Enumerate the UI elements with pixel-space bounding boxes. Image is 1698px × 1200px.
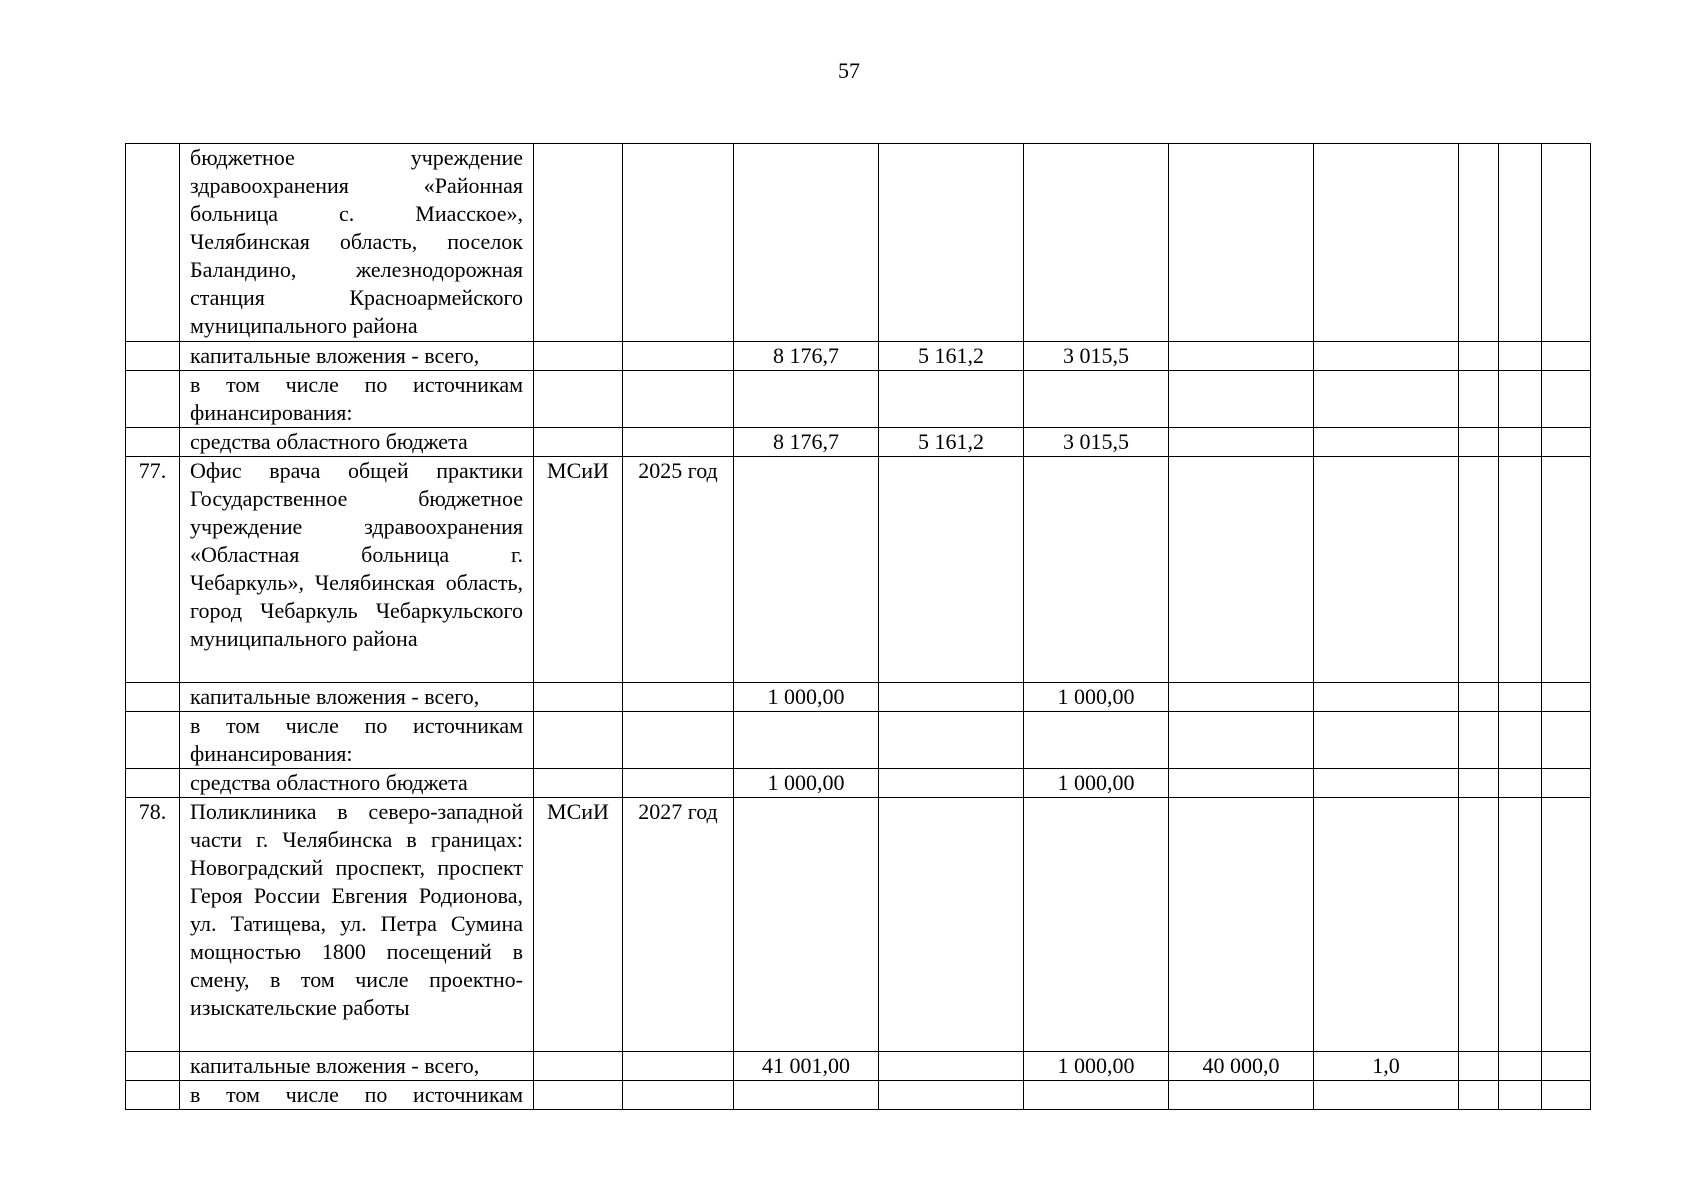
table-row [126,428,1591,457]
value-col-2: 5 161,2 [879,428,1024,457]
value-col-4 [1169,428,1314,457]
value-col-4: 40 000,0 [1169,1052,1314,1081]
object-name: Офис врача общей практики Государственное бюджетное учреждение здравоохранения «Областная больница г. Чебаркуль», Челябинская область, город Чебаркуль Чебаркульского муниципального района [180,457,534,683]
value-col-7 [1499,1052,1542,1081]
value-col-6 [1459,457,1499,683]
value-col-6 [1459,1052,1499,1081]
table-row [126,769,1591,798]
value-col-4 [1169,1081,1314,1110]
value-col-3: 1 000,00 [1024,769,1169,798]
value-col-3 [1024,712,1169,769]
value-col-7 [1499,683,1542,712]
row-number [126,371,180,428]
value-col-3 [1024,371,1169,428]
row-number [126,769,180,798]
row-number [126,1052,180,1081]
value-col-3 [1024,1081,1169,1110]
page-number: 57 [838,58,860,83]
value-col-3: 3 015,5 [1024,428,1169,457]
value-col-5 [1314,798,1459,1052]
value-col-6 [1459,342,1499,371]
value-col-2 [879,1081,1024,1110]
value-total: 41 001,00 [734,1052,879,1081]
object-name: в том числе по источникам финансирования: [180,712,534,769]
customer-cell [534,371,623,428]
value-col-4 [1169,769,1314,798]
value-col-5 [1314,1081,1459,1110]
table-row [126,457,1591,683]
row-number [126,1081,180,1110]
customer-cell [534,769,623,798]
value-col-4 [1169,712,1314,769]
value-col-8 [1542,1081,1591,1110]
value-col-5 [1314,683,1459,712]
year-cell: 2025 год [623,457,734,683]
value-col-6 [1459,371,1499,428]
value-col-8 [1542,428,1591,457]
year-cell: 2027 год [623,798,734,1052]
customer-cell [534,1052,623,1081]
value-col-4 [1169,683,1314,712]
value-total: 1 000,00 [734,683,879,712]
value-total [734,1081,879,1110]
value-col-4 [1169,457,1314,683]
year-cell [623,769,734,798]
value-col-4 [1169,371,1314,428]
value-col-4 [1169,342,1314,371]
customer-cell [534,144,623,342]
value-col-6 [1459,1081,1499,1110]
value-col-7 [1499,769,1542,798]
value-col-3 [1024,457,1169,683]
table-row [126,342,1591,371]
value-total [734,798,879,1052]
table-row [126,798,1591,1052]
value-col-3: 3 015,5 [1024,342,1169,371]
value-total [734,712,879,769]
value-col-5 [1314,428,1459,457]
value-col-7 [1499,371,1542,428]
value-col-4 [1169,798,1314,1052]
value-col-5: 1,0 [1314,1052,1459,1081]
value-col-2 [879,712,1024,769]
row-number: 77. [126,457,180,683]
value-total: 1 000,00 [734,769,879,798]
table-row [126,1052,1591,1081]
value-col-8 [1542,457,1591,683]
customer-cell: МСиИ [534,798,623,1052]
object-name: капитальные вложения - всего, [180,683,534,712]
value-col-8 [1542,342,1591,371]
value-col-7 [1499,457,1542,683]
value-col-5 [1314,144,1459,342]
value-col-3 [1024,798,1169,1052]
object-name: в том числе по источникам [180,1081,534,1110]
value-col-8 [1542,371,1591,428]
value-col-5 [1314,712,1459,769]
object-name: Поликлиника в северо-западной части г. Челябинска в границах: Новоградский проспект, проспект Героя России Евгения Родионова, ул. Татищева, ул. Петра Сумина мощностью 1800 посещений в смену, в том числе проектно-изыскательские работы [180,798,534,1052]
value-col-8 [1542,1052,1591,1081]
value-col-8 [1542,712,1591,769]
year-cell [623,1081,734,1110]
value-col-2 [879,683,1024,712]
value-col-8 [1542,798,1591,1052]
year-cell [623,1052,734,1081]
value-col-3: 1 000,00 [1024,683,1169,712]
row-number [126,683,180,712]
value-col-7 [1499,712,1542,769]
value-col-7 [1499,144,1542,342]
value-col-2 [879,798,1024,1052]
object-name: бюджетное учреждение здравоохранения «Районная больница с. Миасское», Челябинская область, поселок Баландино, железнодорожная станция Красноармейского муниципального района [180,144,534,342]
value-total [734,457,879,683]
table-row [126,371,1591,428]
value-col-7 [1499,428,1542,457]
value-col-3 [1024,144,1169,342]
value-col-2: 5 161,2 [879,342,1024,371]
customer-cell [534,712,623,769]
value-col-6 [1459,798,1499,1052]
value-col-5 [1314,342,1459,371]
value-col-6 [1459,769,1499,798]
value-col-2 [879,144,1024,342]
value-col-2 [879,769,1024,798]
customer-cell: МСиИ [534,457,623,683]
row-number [126,144,180,342]
object-name: в том числе по источникам финансирования: [180,371,534,428]
value-col-5 [1314,457,1459,683]
row-number [126,342,180,371]
value-col-4 [1169,144,1314,342]
table-row [126,683,1591,712]
row-number [126,712,180,769]
object-name: капитальные вложения - всего, [180,1052,534,1081]
value-total: 8 176,7 [734,342,879,371]
customer-cell [534,342,623,371]
value-col-6 [1459,428,1499,457]
year-cell [623,683,734,712]
object-name: средства областного бюджета [180,428,534,457]
object-name: капитальные вложения - всего, [180,342,534,371]
value-col-7 [1499,342,1542,371]
value-col-5 [1314,769,1459,798]
row-number [126,428,180,457]
object-name: средства областного бюджета [180,769,534,798]
year-cell [623,371,734,428]
value-col-8 [1542,144,1591,342]
value-col-8 [1542,769,1591,798]
value-col-8 [1542,683,1591,712]
value-col-6 [1459,144,1499,342]
customer-cell [534,428,623,457]
value-col-2 [879,457,1024,683]
customer-cell [534,683,623,712]
value-col-6 [1459,712,1499,769]
value-col-6 [1459,683,1499,712]
table-row [126,712,1591,769]
row-number: 78. [126,798,180,1052]
value-col-7 [1499,1081,1542,1110]
table-row [126,144,1591,342]
value-col-2 [879,1052,1024,1081]
value-total: 8 176,7 [734,428,879,457]
customer-cell [534,1081,623,1110]
value-total [734,371,879,428]
value-total [734,144,879,342]
value-col-2 [879,371,1024,428]
year-cell [623,712,734,769]
table-row [126,1081,1591,1110]
value-col-3: 1 000,00 [1024,1052,1169,1081]
year-cell [623,144,734,342]
value-col-5 [1314,371,1459,428]
year-cell [623,342,734,371]
value-col-7 [1499,798,1542,1052]
year-cell [623,428,734,457]
investment-table [125,143,1591,1110]
